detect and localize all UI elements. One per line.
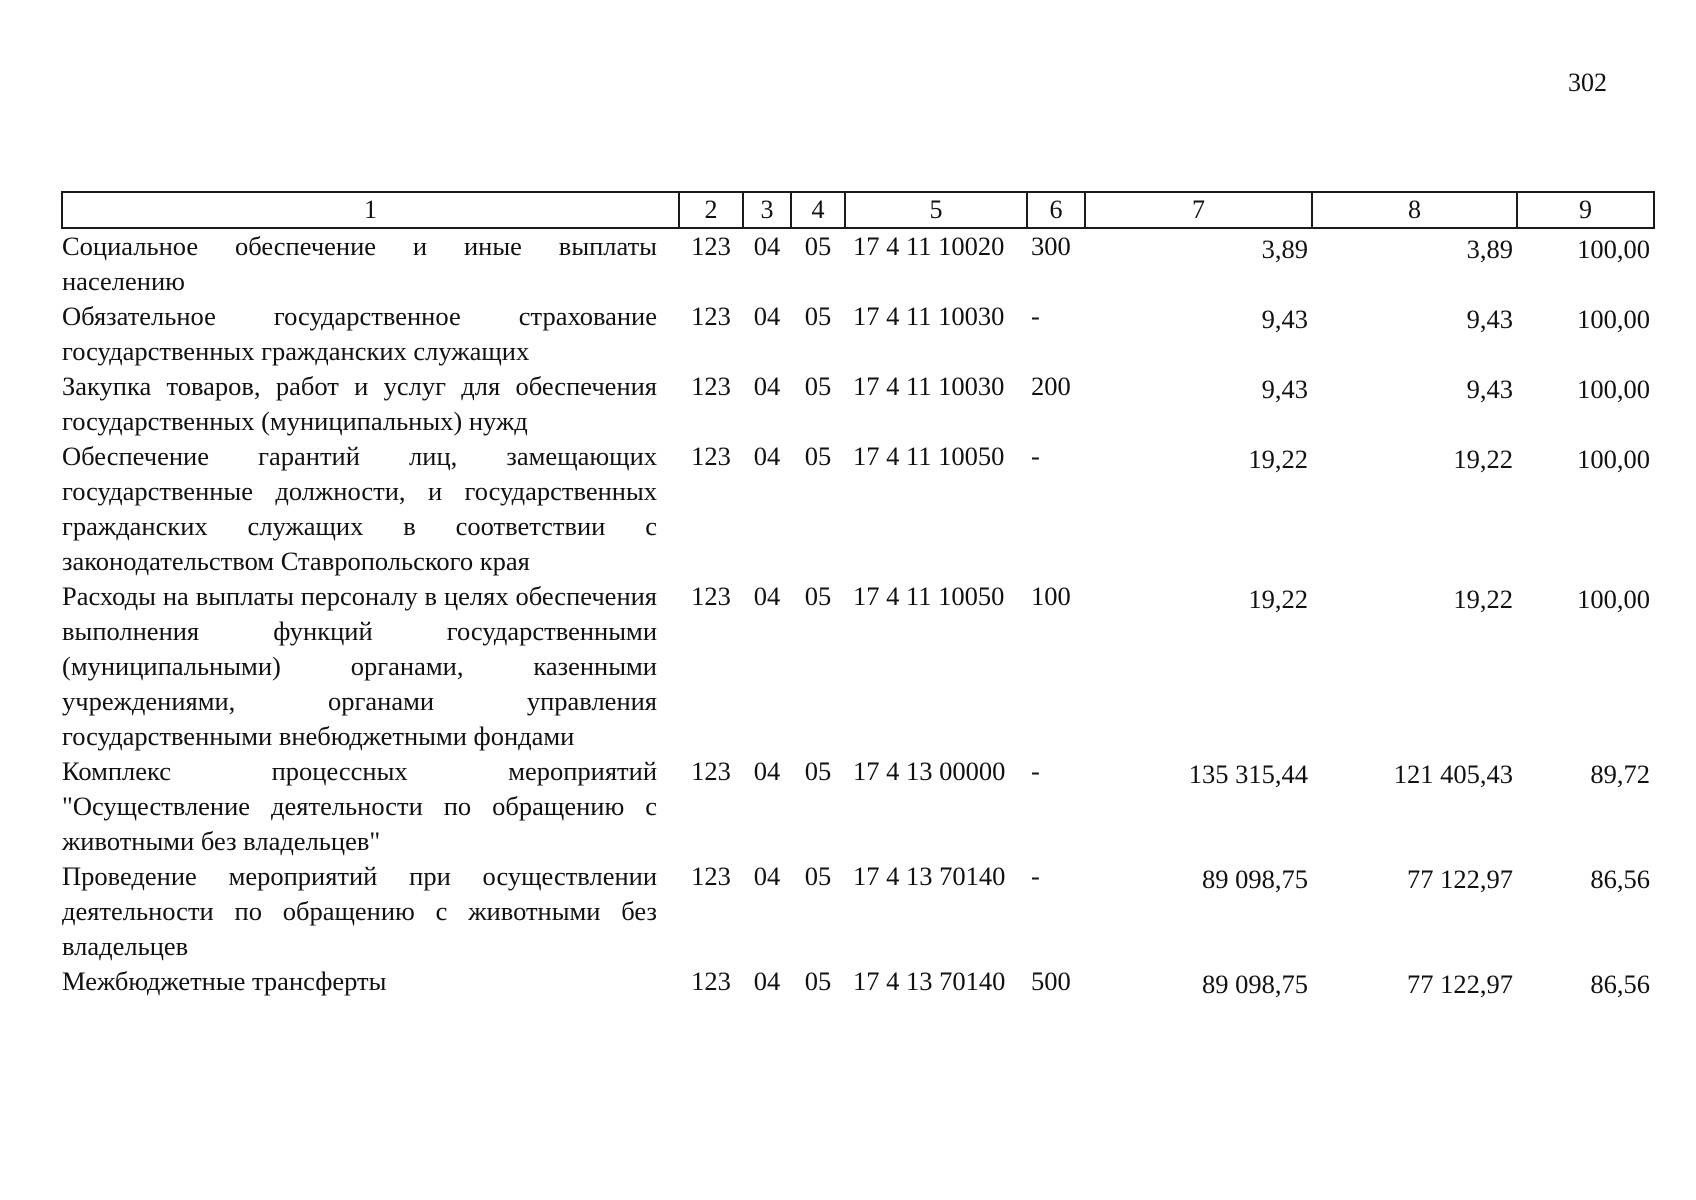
- row-col-5: 17 4 11 10030: [853, 371, 1005, 401]
- table-row: [62, 369, 1654, 439]
- row-col-2: 123: [691, 861, 731, 891]
- row-col-4: 05: [804, 581, 832, 611]
- row-col-7: 9,43: [1261, 304, 1308, 334]
- row-col-7: 19,22: [1248, 584, 1308, 614]
- header-col-4: 4: [791, 192, 845, 228]
- row-name: Расходы на выплаты персоналу в целях обеспечения выполнения функций государственными (муниципальными) органами, казенными учреждениями, органами управления государственными внебюджетными фондами: [62, 581, 657, 751]
- row-col-7: 89 098,75: [1202, 969, 1308, 999]
- row-col-2: 123: [691, 441, 731, 471]
- row-col-3: 04: [753, 301, 781, 331]
- row-col-9: 100,00: [1577, 584, 1650, 614]
- row-col-8: 3,89: [1466, 234, 1513, 264]
- row-col-5: 17 4 11 10050: [853, 581, 1005, 611]
- table-row: [62, 439, 1654, 579]
- row-col-8: 77 122,97: [1407, 864, 1513, 894]
- row-col-5: 17 4 13 70140: [853, 861, 1006, 891]
- row-col-3: 04: [753, 581, 781, 611]
- row-col-5: 17 4 13 00000: [853, 756, 1006, 786]
- row-col-4: 05: [804, 301, 832, 331]
- header-col-2: 2: [679, 192, 743, 228]
- row-col-6: -: [1031, 441, 1040, 471]
- row-col-7: 3,89: [1261, 234, 1308, 264]
- row-col-2: 123: [691, 756, 731, 786]
- table-row: [62, 754, 1654, 859]
- row-name: Социальное обеспечение и иные выплаты населению: [62, 231, 657, 296]
- row-col-6: 500: [1031, 966, 1071, 996]
- row-col-9: 100,00: [1577, 444, 1650, 474]
- table-row: [62, 859, 1654, 964]
- row-col-3: 04: [753, 231, 781, 261]
- row-name: Закупка товаров, работ и услуг для обеспечения государственных (муниципальных) нужд: [62, 371, 657, 436]
- row-col-7: 89 098,75: [1202, 864, 1308, 894]
- row-col-8: 19,22: [1453, 444, 1513, 474]
- row-col-3: 04: [753, 756, 781, 786]
- row-col-9: 100,00: [1577, 304, 1650, 334]
- table-row: [62, 964, 1654, 1002]
- row-col-8: 77 122,97: [1407, 969, 1513, 999]
- row-col-4: 05: [804, 966, 832, 996]
- row-col-6: 300: [1031, 231, 1071, 261]
- row-col-9: 86,56: [1590, 864, 1650, 894]
- table-header: [62, 192, 1654, 228]
- row-col-4: 05: [804, 441, 832, 471]
- row-col-5: 17 4 11 10050: [853, 441, 1005, 471]
- row-name: Межбюджетные трансферты: [62, 966, 387, 996]
- header-row: [62, 192, 1654, 228]
- header-col-3: 3: [743, 192, 791, 228]
- row-col-4: 05: [804, 861, 832, 891]
- row-col-3: 04: [753, 861, 781, 891]
- header-col-1: 1: [62, 192, 679, 228]
- header-col-8: 8: [1312, 192, 1517, 228]
- table-row: [62, 579, 1654, 754]
- row-col-9: 100,00: [1577, 234, 1650, 264]
- row-col-2: 123: [691, 581, 731, 611]
- row-name: Комплекс процессных мероприятий "Осуществление деятельности по обращению с животными без владельцев": [62, 756, 657, 856]
- row-col-3: 04: [753, 966, 781, 996]
- header-col-7: 7: [1085, 192, 1312, 228]
- header-col-6: 6: [1027, 192, 1085, 228]
- row-col-9: 89,72: [1590, 759, 1650, 789]
- row-name: Проведение мероприятий при осуществлении деятельности по обращению с животными без владельцев: [62, 861, 657, 961]
- row-col-6: 200: [1031, 371, 1071, 401]
- row-col-4: 05: [804, 371, 832, 401]
- row-col-9: 100,00: [1577, 374, 1650, 404]
- header-col-5: 5: [845, 192, 1027, 228]
- row-name: Обеспечение гарантий лиц, замещающих государственные должности, и государственных гражданских служащих в соответствии с законодательством Ставропольского края: [62, 441, 657, 576]
- row-col-4: 05: [804, 756, 832, 786]
- header-col-9: 9: [1517, 192, 1654, 228]
- row-col-8: 9,43: [1466, 374, 1513, 404]
- row-col-5: 17 4 11 10030: [853, 301, 1005, 331]
- row-col-8: 121 405,43: [1393, 759, 1513, 789]
- row-col-6: -: [1031, 861, 1040, 891]
- row-col-7: 9,43: [1261, 374, 1308, 404]
- table-row: [62, 299, 1654, 369]
- row-col-8: 9,43: [1466, 304, 1513, 334]
- row-col-7: 19,22: [1248, 444, 1308, 474]
- row-col-3: 04: [753, 371, 781, 401]
- row-col-8: 19,22: [1453, 584, 1513, 614]
- page-number: 302: [1568, 68, 1607, 97]
- row-col-2: 123: [691, 231, 731, 261]
- row-col-4: 05: [804, 231, 832, 261]
- row-col-2: 123: [691, 966, 731, 996]
- row-col-7: 135 315,44: [1188, 759, 1308, 789]
- row-name: Обязательное государственное страхование государственных гражданских служащих: [62, 301, 657, 366]
- row-col-5: 17 4 13 70140: [853, 966, 1006, 996]
- budget-table: [61, 191, 1655, 1002]
- row-col-6: -: [1031, 756, 1040, 786]
- table-row: [62, 228, 1654, 299]
- row-col-3: 04: [753, 441, 781, 471]
- row-col-2: 123: [691, 371, 731, 401]
- row-col-6: 100: [1031, 581, 1071, 611]
- table-body: [62, 228, 1654, 1002]
- row-col-6: -: [1031, 301, 1040, 331]
- row-col-2: 123: [691, 301, 731, 331]
- row-col-9: 86,56: [1590, 969, 1650, 999]
- row-col-5: 17 4 11 10020: [853, 231, 1005, 261]
